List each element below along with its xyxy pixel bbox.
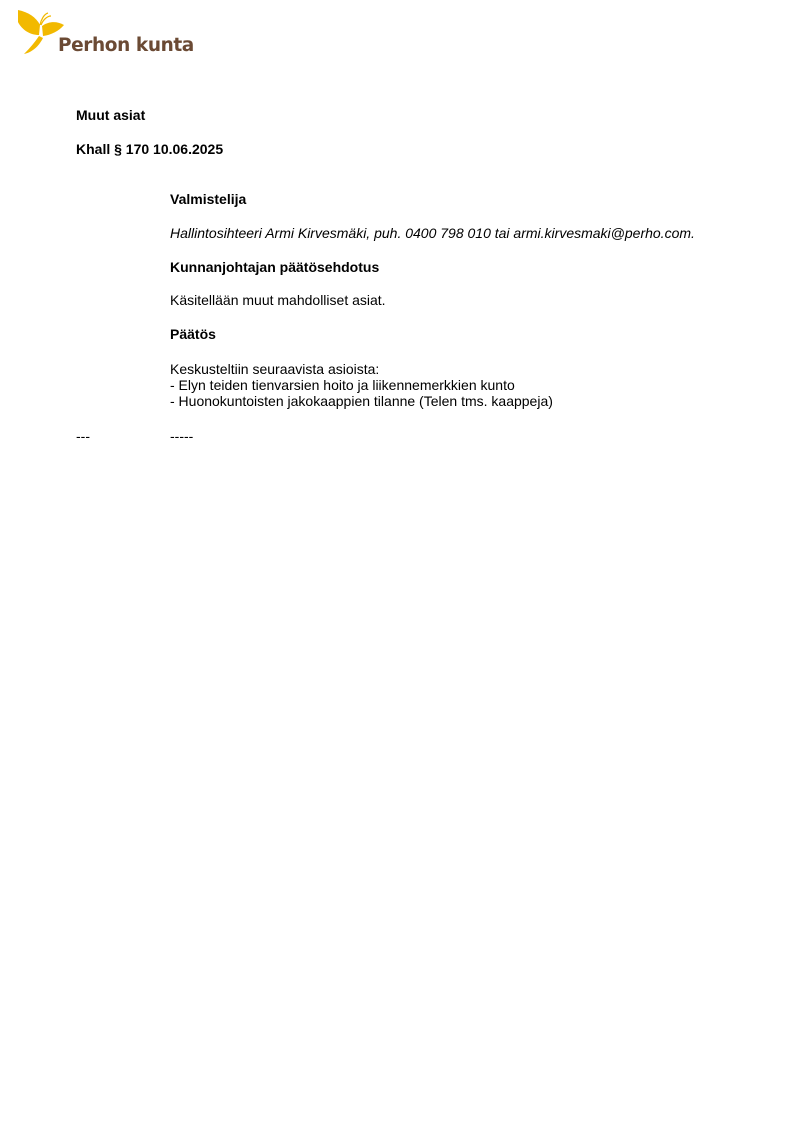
proposal-text: Käsitellään muut mahdolliset asiat. <box>170 292 386 308</box>
reference-line: Khall § 170 10.06.2025 <box>76 141 224 157</box>
preparer-text: Hallintosihteeri Armi Kirvesmäki, puh. 0400 798 010 tai armi.kirvesmaki@perho.com. <box>170 225 695 241</box>
decision-heading: Päätös <box>170 326 216 342</box>
municipality-logo <box>16 8 194 58</box>
decision-line: - Huonokuntoisten jakokaappien tilanne (Telen tms. kaappeja) <box>170 393 553 409</box>
decision-line: Keskusteltiin seuraavista asioista: <box>170 361 380 377</box>
footer-separator-right: ----- <box>170 428 194 444</box>
preparer-heading: Valmistelija <box>170 191 247 207</box>
decision-text <box>170 361 553 409</box>
logo-text: Perhon kunta <box>58 35 194 56</box>
proposal-heading: Kunnanjohtajan päätösehdotus <box>170 259 380 275</box>
section-heading: Muut asiat <box>76 107 146 123</box>
footer-separator-left: --- <box>76 428 90 444</box>
decision-line: - Elyn teiden tienvarsien hoito ja liikennemerkkien kunto <box>170 377 515 393</box>
